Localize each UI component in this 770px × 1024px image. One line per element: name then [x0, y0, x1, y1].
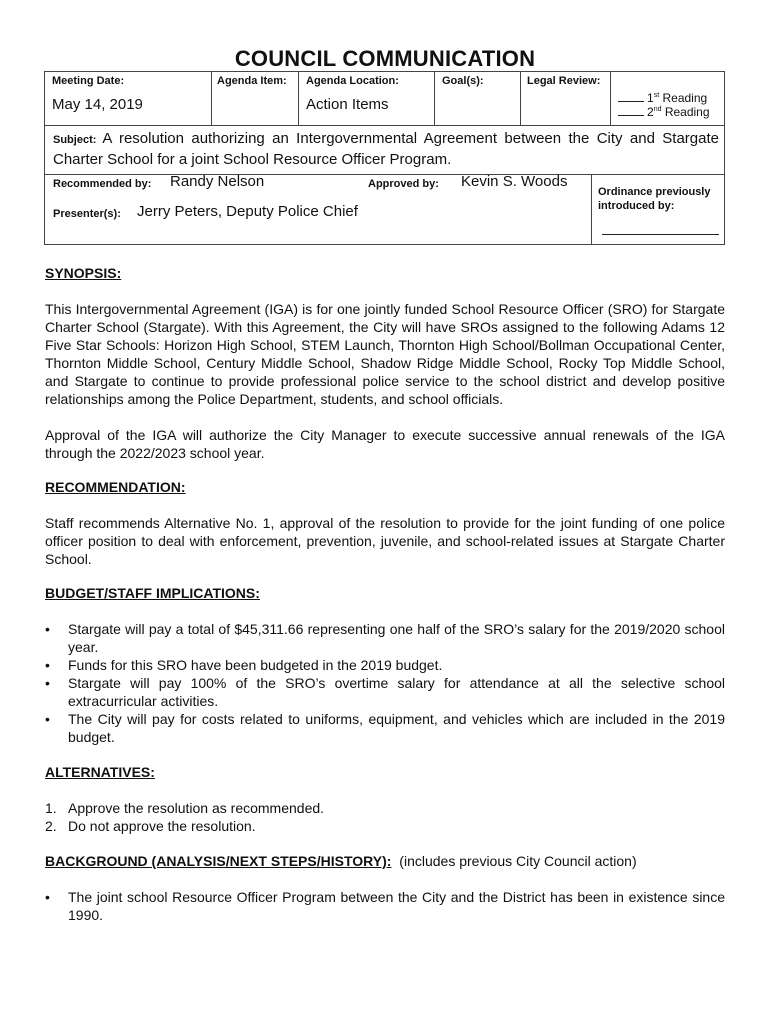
recommendation-paragraph: Staff recommends Alternative No. 1, approval of the resolution to provide for the joint funding of one police officer position to deal with enforcement, prevention, juvenile, and school-related issues at Stargate Charter School. [45, 515, 725, 567]
ordinance-label: Ordinance previously introduced by: [598, 186, 711, 212]
meeting-date-label: Meeting Date: [52, 75, 125, 87]
budget-list [45, 620, 725, 746]
presenters-label: Presenter(s): [53, 208, 121, 220]
second-reading [618, 105, 710, 119]
bullet-icon: • [45, 621, 50, 637]
column-divider [520, 72, 521, 125]
background-note: (includes previous City Council action) [399, 853, 637, 869]
list-item [45, 674, 725, 710]
row-divider [45, 125, 724, 126]
bullet-icon: • [45, 711, 50, 727]
list-number: 1. [45, 800, 57, 816]
reading-blank [618, 105, 644, 116]
bullet-icon: • [45, 657, 50, 673]
list-item [45, 656, 725, 674]
synopsis-paragraph-2: Approval of the IGA will authorize the City Manager to execute successive annual renewals of the IGA through the 2022/2023 school year. [45, 427, 725, 461]
column-divider [298, 72, 299, 125]
reading-ordinal-suffix: nd [653, 106, 662, 113]
meeting-date-value: May 14, 2019 [52, 96, 143, 113]
list-item-text: Funds for this SRO have been budgeted in the 2019 budget. [68, 657, 443, 673]
header-table [44, 71, 725, 245]
budget-heading: BUDGET/STAFF IMPLICATIONS: [45, 585, 260, 601]
subject-label: Subject: [53, 134, 97, 146]
bullet-icon: • [45, 889, 50, 905]
ordinance-signature-line [602, 234, 719, 235]
column-divider [434, 72, 435, 125]
reading-label: Reading [662, 91, 708, 105]
presenters-value: Jerry Peters, Deputy Police Chief [137, 203, 358, 220]
legal-review-label: Legal Review: [527, 75, 601, 87]
list-item [45, 620, 725, 656]
recommended-by-value: Randy Nelson [170, 173, 265, 190]
reading-blank [618, 91, 644, 102]
reading-ordinal: 2 [647, 105, 654, 119]
list-item [45, 888, 725, 924]
column-divider [211, 72, 212, 125]
column-divider [610, 72, 611, 125]
reading-ordinal-suffix: st [653, 92, 660, 99]
goals-label: Goal(s): [442, 75, 484, 87]
reading-label: Reading [664, 105, 710, 119]
first-reading [618, 91, 707, 105]
alternatives-heading: ALTERNATIVES: [45, 764, 155, 780]
list-item-text: Do not approve the resolution. [68, 818, 256, 834]
synopsis-paragraph-1: This Intergovernmental Agreement (IGA) is for one jointly funded School Resource Officer (SRO) for Stargate Charter School (Stargate). With this Agreement, the City will have SROs assigned to the following Adams 12 Five Star Schools: Horizon High School, STEM Launch, Thornton High School/Bollman Occupational Center, Thornton Middle School, Century Middle School, Shadow Ridge Middle School, Rocky Top Middle School, and Stargate to continue to provide professional police service to the school district and develop positive relationships among the Police Department, students, and school officials. [45, 301, 725, 407]
list-item-text: Approve the resolution as recommended. [68, 800, 325, 816]
alternatives-list [45, 799, 725, 835]
list-item-text: The joint school Resource Officer Program between the City and the District has been in existence since 1990. [68, 889, 725, 923]
list-number: 2. [45, 818, 57, 834]
background-heading: BACKGROUND (ANALYSIS/NEXT STEPS/HISTORY): [45, 853, 392, 869]
approved-by-value: Kevin S. Woods [461, 173, 568, 190]
synopsis-heading: SYNOPSIS: [45, 265, 122, 281]
ordinance-box [591, 175, 726, 245]
background-list [45, 888, 725, 924]
reading-ordinal: 1 [647, 91, 654, 105]
list-item [45, 799, 725, 817]
agenda-location-label: Agenda Location: [306, 75, 399, 87]
recommendation-heading: RECOMMENDATION: [45, 479, 186, 495]
agenda-item-label: Agenda Item: [217, 75, 287, 87]
background-heading-row [45, 852, 725, 870]
document-body [45, 264, 725, 924]
list-item-text: Stargate will pay 100% of the SRO’s overtime salary for attendance at all the selective school extracurricular activities. [68, 675, 725, 709]
recommended-by-label: Recommended by: [53, 178, 152, 190]
subject-block [53, 129, 719, 169]
approved-by-label: Approved by: [368, 178, 439, 190]
subject-text: A resolution authorizing an Intergovernmental Agreement between the City and Stargate Charter School for a joint School Resource Officer Program. [53, 130, 719, 168]
bullet-icon: • [45, 675, 50, 691]
agenda-location-value: Action Items [306, 96, 389, 113]
list-item [45, 710, 725, 746]
list-item-text: The City will pay for costs related to uniforms, equipment, and vehicles which are included in the 2019 budget. [68, 711, 725, 745]
list-item [45, 817, 725, 835]
document-title: COUNCIL COMMUNICATION [234, 46, 536, 71]
list-item-text: Stargate will pay a total of $45,311.66 representing one half of the SRO’s salary for the 2019/2020 school year. [68, 621, 725, 655]
